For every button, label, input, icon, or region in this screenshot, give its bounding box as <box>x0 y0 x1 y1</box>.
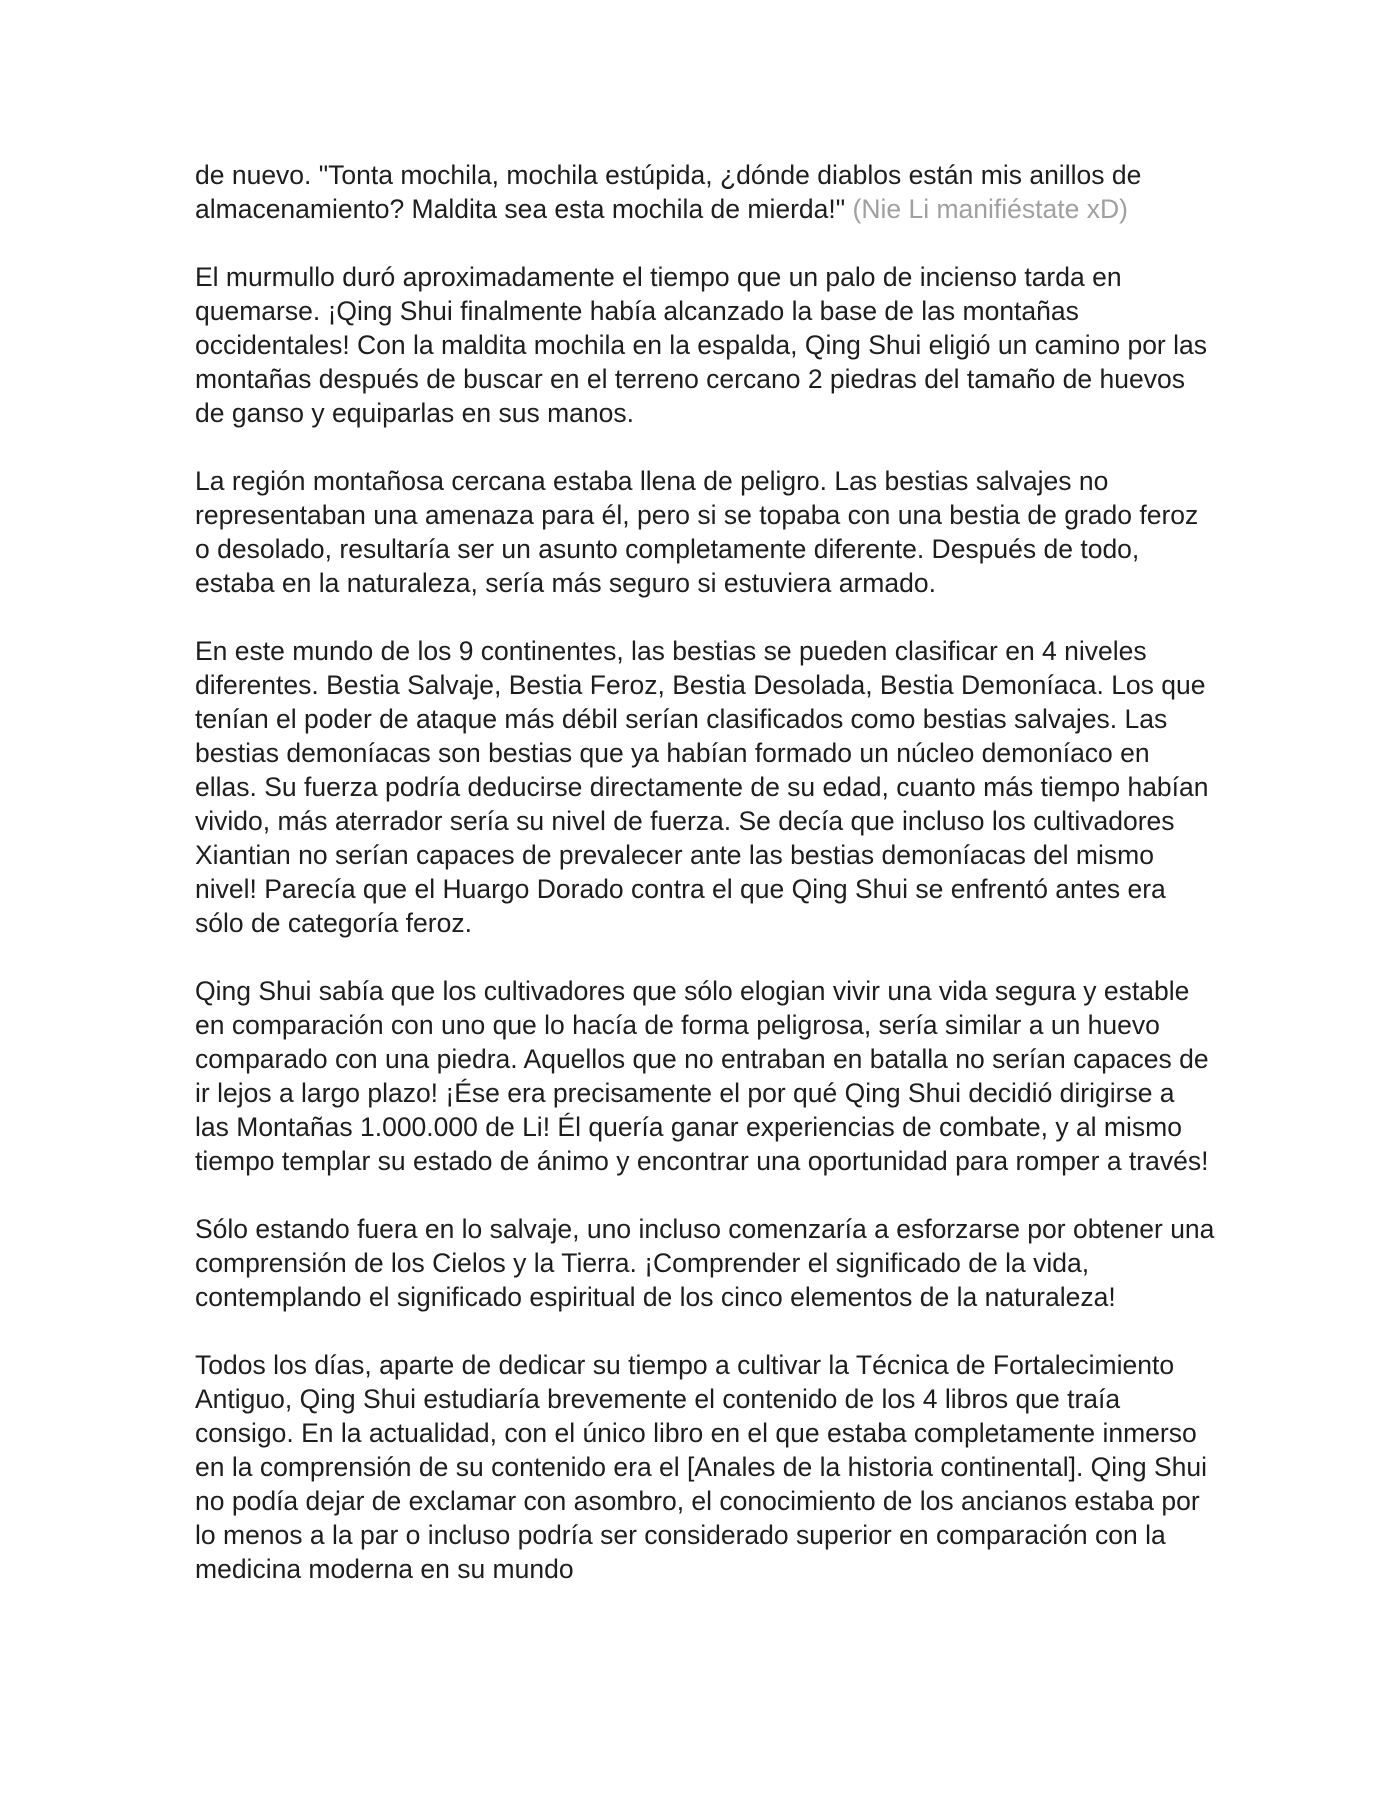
paragraph-1 <box>195 158 1215 226</box>
document-body <box>195 158 1215 1620</box>
paragraph-4: En este mundo de los 9 continentes, las bestias se pueden clasificar en 4 niveles diferentes. Bestia Salvaje, Bestia Feroz, Bestia Desolada, Bestia Demoníaca. Los que tenían el poder de ataque más débil serían clasificados como bestias salvajes. Las bestias demoníacas son bestias que ya habían formado un núcleo demoníaco en ellas. Su fuerza podría deducirse directamente de su edad, cuanto más tiempo habían vivido, más aterrador sería su nivel de fuerza. Se decía que incluso los cultivadores Xiantian no serían capaces de prevalecer ante las bestias demoníacas del mismo nivel! Parecía que el Huargo Dorado contra el que Qing Shui se enfrentó antes era sólo de categoría feroz. <box>195 636 1209 938</box>
translator-note: (Nie Li manifiéstate xD) <box>852 194 1128 224</box>
paragraph-5: Qing Shui sabía que los cultivadores que sólo elogian vivir una vida segura y estable en comparación con uno que lo hacía de forma peligrosa, sería similar a un huevo comparado con una piedra. Aquellos que no entraban en batalla no serían capaces de ir lejos a largo plazo! ¡Ése era precisamente el por qué Qing Shui decidió dirigirse a las Montañas 1.000.000 de Li! Él quería ganar experiencias de combate, y al mismo tiempo templar su estado de ánimo y encontrar una oportunidad para romper a través! <box>195 976 1209 1176</box>
paragraph-6: Sólo estando fuera en lo salvaje, uno incluso comenzaría a esforzarse por obtener una comprensión de los Cielos y la Tierra. ¡Comprender el significado de la vida, contemplando el significado espiritual de los cinco elementos de la naturaleza! <box>195 1214 1215 1312</box>
paragraph-2: El murmullo duró aproximadamente el tiempo que un palo de incienso tarda en quemarse. ¡Qing Shui finalmente había alcanzado la base de las montañas occidentales! Con la maldita mochila en la espalda, Qing Shui eligió un camino por las montañas después de buscar en el terreno cercano 2 piedras del tamaño de huevos de ganso y equiparlas en sus manos. <box>195 262 1207 428</box>
paragraph-1-text: de nuevo. "Tonta mochila, mochila estúpida, ¿dónde diablos están mis anillos de almacenamiento? Maldita sea esta mochila de mierda!" <box>195 160 1142 224</box>
paragraph-7: Todos los días, aparte de dedicar su tiempo a cultivar la Técnica de Fortalecimiento Antiguo, Qing Shui estudiaría brevemente el contenido de los 4 libros que traía consigo. En la actualidad, con el único libro en el que estaba completamente inmerso en la comprensión de su contenido era el [Anales de la historia continental]. Qing Shui no podía dejar de exclamar con asombro, el conocimiento de los ancianos estaba por lo menos a la par o incluso podría ser considerado superior en comparación con la medicina moderna en su mundo <box>195 1350 1208 1584</box>
paragraph-3: La región montañosa cercana estaba llena de peligro. Las bestias salvajes no representaban una amenaza para él, pero si se topaba con una bestia de grado feroz o desolado, resultaría ser un asunto completamente diferente. Después de todo, estaba en la naturaleza, sería más seguro si estuviera armado. <box>195 466 1199 598</box>
